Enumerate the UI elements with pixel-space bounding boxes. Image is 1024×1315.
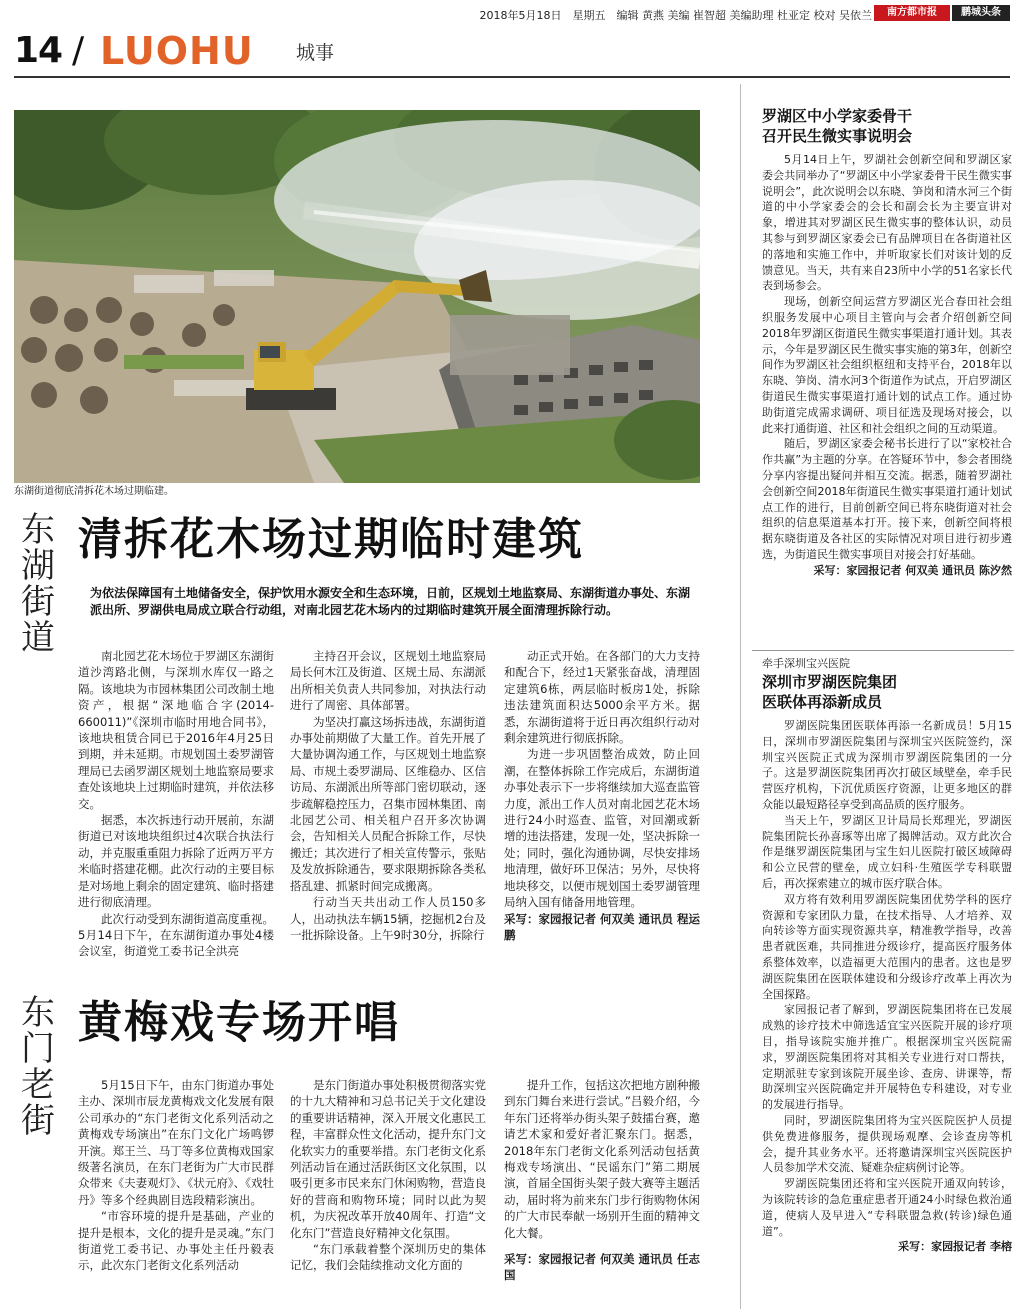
- paragraph: 同时，罗湖医院集团将为宝兴医院医护人员提供免费进修服务，提供现场观摩、会诊查房等机会，提升其业务水平。还将邀请深圳宝兴医院医护人员参加学术交流、疑难杂症病例讨论等。: [762, 1113, 1012, 1175]
- sidebar2-byline: 采写：家园报记者 李榕: [898, 1240, 1012, 1254]
- paragraph: 随后，罗湖区家委会秘书长进行了以“家校社合作共赢”为主题的分享。在答疑环节中，参会者围绕分享内容提出疑问并相互交流。据悉，随着罗湖社会创新空间2018年街道民生微实事渠道打通计划试点工作的进行，目前创新空间已将东晓街道对社会组织的信息渠道基本打开。接下来，创新空间将根据东晓街道及各社区的实际情况对项目进行初步遴选，为街道民生微实事项目对接会打好基础。: [762, 437, 1012, 561]
- kicker-char: 街: [21, 1101, 55, 1141]
- paragraph: 行动当天共出动工作人员150多人，出动执法车辆15辆，挖掘机2台及一批拆除设备。上午9时30分，拆除行: [290, 895, 486, 942]
- article2-headline: 黄梅戏专场开唱: [78, 997, 400, 1048]
- paragraph: 罗湖医院集团还将和宝兴医院开通双向转诊，为该院转诊的急危重症患者开通24小时绿色救治通道，使病人及早进入“专科联盟急救(转诊)绿色通道”。: [762, 1177, 1012, 1238]
- top-bar: [0, 0, 1024, 26]
- paragraph: 提升工作，包括这次把地方剧种搬到东门舞台来进行尝试。”吕毅介绍，今年东门还将举办街头架子鼓擂台赛，邀请艺术家和爱好者汇聚东门。据悉，2018年东门老街文化系列活动包括黄梅戏专场演出、“民谣东门”第二期展演，首届全国街头架子鼓大赛等主题活动，届时将为前来东门步行街购物休闲的广大市民奉献一场别开生面的精神文化大餐。: [504, 1078, 700, 1240]
- sidebar1-body: [762, 152, 1012, 579]
- paragraph: 动正式开始。在各部门的大力支持和配合下，经过1天紧张奋战，清理固定建筑6栋，两层临时板房1处，拆除违法建筑面积达5000余平方米。据悉，东湖街道将于近日再次组织行动对剩余建筑进行彻底拆除。: [504, 649, 700, 746]
- page-number: 14: [14, 30, 63, 71]
- sidebar2-title-line: 医联体再添新成员: [762, 693, 883, 711]
- sidebar2-title-line: 深圳市罗湖医院集团: [762, 673, 898, 691]
- sidebar1-title-line: 罗湖区中小学家委骨干: [762, 107, 913, 125]
- article2-column-1: [78, 1077, 274, 1274]
- kicker-char: 老: [21, 1065, 55, 1105]
- paragraph: 罗湖医院集团医联体再添一名新成员！5月15日，深圳市罗湖医院集团与深圳宝兴医院签约，深圳宝兴医院正式成为深圳市罗湖医院集团的一分子。这是罗湖医院集团再次打破区域壁垒，牵手民营医疗机构，下沉优质医疗资源，让更多地区的群众能以最短路径享受到高品质的医疗服务。: [762, 719, 1012, 811]
- header-rule: [14, 76, 1010, 78]
- issue-meta: 2018年5月18日 星期五 编辑 黄燕 美编 崔智超 美编助理 杜亚定 校对 吴依兰: [479, 9, 872, 22]
- article1-byline: 采写：家园报记者 何双美 通讯员 程运鹏: [504, 911, 701, 942]
- paragraph: 家园报记者了解到，罗湖医院集团将在已发展成熟的诊疗技术中筛选适宜宝兴医院开展的诊疗项目，指导该院实施并推广。根据深圳宝兴医院需求，罗湖医院集团将对其相关专业进行对口帮扶，定期派驻专家到该院开展坐诊、查房、讲课等，帮助深圳宝兴医院确定并开展特色专科建设，对专业的发展进行指导。: [762, 1003, 1012, 1112]
- kicker-char: 东: [21, 993, 55, 1033]
- article1-column-3: [504, 648, 700, 943]
- paragraph: 是东门街道办事处积极贯彻落实党的十九大精神和习总书记关于文化建设的重要讲话精神，深入开展文化惠民工程，丰富群众性文化活动，提升东门文化软实力的重要举措。东门老街文化系列活动旨在通过活跃街区文化氛围，以吸引更多市民来东门休闲购物，营造良好的营商和购物环境；同时以此为契机，为庆祝改革开放40周年、打造“文化东门”营造良好精神文化氛围。: [290, 1078, 486, 1240]
- subsection-title: 城事: [296, 42, 335, 64]
- article1-kicker: [18, 512, 58, 656]
- kicker-char: 门: [21, 1029, 55, 1069]
- article1-headline: 清拆花木场过期临时建筑: [78, 514, 584, 565]
- paragraph: 双方将有效利用罗湖医院集团优势学科的医疗资源和专家团队力量，在技术指导、人才培养、双向转诊等方面实现资源共享，精准教学指导，改善患者就医难，共同推进分级诊疗，提高医疗服务体系整体效率，以造福更大范围内的患者。这也是罗湖医院集团在医联体建设和分级诊疗改革上再次为全国探路。: [762, 892, 1012, 1001]
- paragraph: 为进一步巩固整治成效，防止回潮，在整体拆除工作完成后，东湖街道办事处表示下一步将继续加大巡查监管力度，派出工作人员对南北园艺花木场进行24小时巡查、监管，对回潮或新增的违法搭建，发现一处，坚决拆除一处；同时，强化沟通协调，尽快安排场地清理，做好环卫保洁；另外，尽快将地块移交，以便市规划国土委罗湖管理局纳入国有储备用地管理。: [504, 747, 700, 910]
- article1-lead: 为依法保障国有土地储备安全，保护饮用水源安全和生态环境，日前，区规划土地监察局、东湖街道办事处、东湖派出所、罗湖供电局成立联合行动组，对南北园艺花木场内的过期临时建筑开展全面清理拆除行动。: [90, 586, 691, 617]
- page-header: [14, 30, 1010, 72]
- paragraph: “东门承载着整个深圳历史的集体记忆，我们会陆续推动文化方面的: [290, 1242, 486, 1273]
- paragraph: “市容环境的提升是基础，产业的提升是根本，文化的提升是灵魂。”东门街道党工委书记、办事处主任丹毅表示，此次东门老街文化系列活动: [78, 1209, 274, 1273]
- sidebar2-title: [762, 672, 1012, 712]
- sidebar2-body: [762, 718, 1012, 1255]
- sidebar1-title: [762, 106, 1012, 146]
- article2-byline: 采写：家园报记者 何双美 通讯员 任志国: [504, 1252, 701, 1283]
- paragraph: 主持召开会议，区规划土地监察局局长何木江及街道、区规土局、东湖派出所相关负责人共同参加，对执法行动进行了周密、具体部署。: [290, 649, 486, 713]
- paragraph: 当天上午，罗湖区卫计局局长郑理光，罗湖医院集团院长孙喜琢等出席了揭牌活动。双方此次合作是继罗湖医院集团与宝生妇儿医院打破区域障碍和公立民营的壁垒，成立妇科·生殖医学专科联盟后，再次探索建立的城市医疗联合体。: [762, 813, 1012, 890]
- article1-column-2: [290, 648, 486, 943]
- section-title: LUOHU: [100, 29, 254, 73]
- paragraph: 为坚决打赢这场拆违战，东湖街道办事处前期做了大量工作。首先开展了大量协调沟通工作，与区规划土地监察局、市规土委罗湖局、区维稳办、区信访局、东湖派出所等部门密切联动，逐步疏解稳控压力，召集市园林集团、南北园艺公司、相关租户召开多次协调会，告知相关人员配合拆除工作，尽快搬迁；其次进行了相关宣传警示，张贴及发放拆除通告，要求限期拆除各类私搭乱建、抓紧时间完成搬离。: [290, 714, 486, 893]
- kicker-char: 东: [21, 510, 55, 550]
- kicker-char: 道: [21, 618, 55, 658]
- paragraph: 5月14日上午，罗湖社会创新空间和罗湖区家委会共同举办了“罗湖区中小学家委骨干民生微实事说明会”，此次说明会以东晓、笋岗和清水河三个街道的中小学家委会的会长和副会长为主要宣讲对象，增进其对罗湖区民生微实事的整体认识，动员其参与到罗湖区家委会已有品牌项目在各街道社区的落地和实施工作中，并听取家长们对该计划的反馈意见。当天，共有来自23所中小学的51名家长代表到场参会。: [762, 153, 1012, 293]
- paragraph: 此次行动受到东湖街道高度重视。5月14日下午，在东湖街道办事处4楼会议室，街道党工委书记全洪亮: [78, 911, 274, 959]
- photo-caption: 东湖街道彻底清拆花木场过期临建。: [14, 486, 174, 497]
- article2-kicker: [18, 995, 58, 1139]
- kicker-char: 湖: [21, 546, 55, 586]
- kicker-char: 街: [21, 582, 55, 622]
- paragraph: 据悉，本次拆违行动开展前，东湖街道已对该地块组织过4次联合执法行动，并克服重重阻力拆除了近两万平方米临时搭建花棚。此次行动的主要目标是对场地上剩余的固定建筑、临时搭建进行彻底清理。: [78, 813, 274, 910]
- sidebar2-kicker: 牵手深圳宝兴医院: [762, 657, 850, 670]
- article1-column-1: [78, 648, 274, 960]
- column-logo: 鹏城头条: [952, 5, 1010, 21]
- column-divider: [740, 84, 741, 1309]
- newspaper-logo: 南方都市报: [874, 5, 950, 21]
- sidebar-divider: [752, 650, 1014, 651]
- sidebar1-byline: 采写：家园报记者 何双美 通讯员 陈汐然: [813, 563, 1012, 577]
- paragraph: 5月15日下午，由东门街道办事处主办、深圳市辰龙黄梅戏文化发展有限公司承办的“东门老街文化系列活动之黄梅戏专场演出”在东门文化广场鸣锣开演。郑王兰、马丁等多位黄梅戏国家级著名演员，在东门老街为广大市民群众带来《夫妻观灯》、《状元府》、《戏牡丹》等多个经典剧目选段精彩演出。: [78, 1078, 274, 1207]
- header-slash: /: [72, 30, 85, 71]
- article2-column-3: [504, 1077, 700, 1284]
- paragraph: 南北园艺花木场位于罗湖区东湖街道沙湾路北侧，与深圳水库仅一路之隔。该地块为市园林集团公司改制土地资产，根据“深地临合字(2014-660011)”《深圳市临时用地合同书》，该地块租赁合同已于2016年4月25日到期，并未延期。市规划国土委罗湖管理局已去函罗湖区规划土地监察局要求查处该地块上过期临时建筑，并依法移交。: [78, 649, 274, 811]
- news-photo: [14, 110, 700, 483]
- sidebar1-title-line: 召开民生微实事说明会: [762, 127, 913, 145]
- paragraph: 现场，创新空间运营方罗湖区光合春田社会组织服务发展中心项目主管向与会者介绍创新空间2018年罗湖区街道民生微实事渠道打通计划。其表示，今年是罗湖区民生微实事实施的第3年，创新空间作为罗湖区社会组织枢纽和支持平台，2018年以东晓、笋岗、清水河3个街道作为试点，开启罗湖区街道民生微实事渠道打通计划的试点工作。通过协助街道完成需求调研、项目征选及现场对接会，以此来打通街道、社区和社会组织之间的互动渠道。: [762, 295, 1012, 435]
- article2-column-2: [290, 1077, 486, 1274]
